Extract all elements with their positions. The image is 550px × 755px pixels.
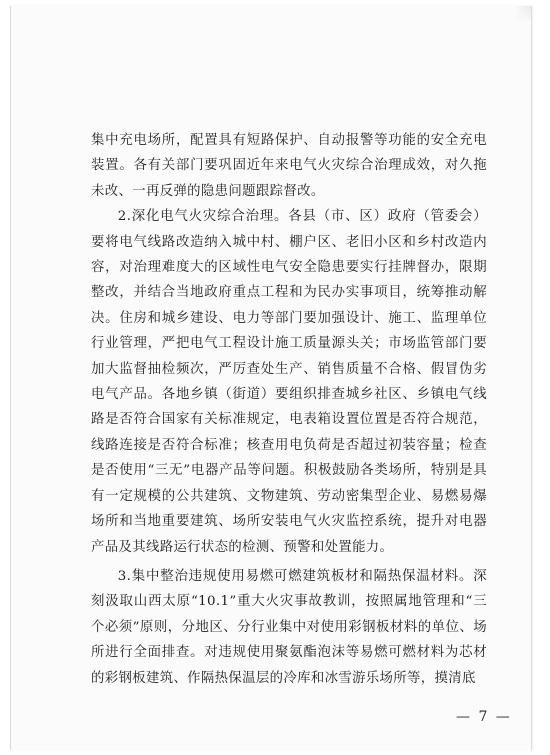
paragraph-section-3: 3.集中整治违规使用易燃可燃建筑板材和隔热保温材料。深刻汲取山西太原“10.1”重大火灾事故教训，按照属地管理和“三个必须”原则，分地区、分行业集中对使用彩钢板材料的单位、场所进行全面排查。对违规使用聚氨酯泡沫等易燃可燃材料为芯材的彩钢板建筑、作隔热保温层的冷库和冰雪游乐场所等，摸清底 (91, 568, 487, 686)
page-number: — 7 — (456, 709, 512, 725)
paragraph-section-2: 2.深化电气火灾综合治理。各县（市、区）政府（管委会）要将电气线路改造纳入城中村、棚户区、老旧小区和乡村改造内容，对治理难度大的区域性电气安全隐患要实行挂牌督办，限期整改，并结合当地政府重点工程和为民办实事项目，统筹推动解决。住房和城乡建设、电力等部门要加强设计、施工、监理单位行业管理，严把电气工程设计施工质量源头关；市场监管部门要加大监督抽检频次，严厉查处生产、销售质量不合格、假冒伪劣电气产品。各地乡镇（街道）要组织排查城乡社区、乡镇电气线路是否符合国家有关标准规定，电表箱设置位置是否符合规范，线路连接是否符合标准；核查用电负荷是否超过初装容量；检查是否使用“三无”电器产品等问题。积极鼓励各类场所，特别是具有一定规模的公共建筑、文物建筑、劳动密集型企业、易燃易爆场所和当地重要建筑、场所安装电气火灾监控系统，提升对电器产品及其线路运行状态的检测、预警和处置能力。 (91, 209, 487, 555)
body-text (91, 128, 487, 691)
document-page (10, 6, 532, 750)
page-corner-fold (517, 6, 531, 20)
paragraph-continuation: 集中充电场所，配置具有短路保护、自动报警等功能的安全充电装置。各有关部门要巩固近年来电气火灾综合治理成效，对久拖未改、一再反弹的隐患问题跟踪督改。 (91, 133, 487, 199)
